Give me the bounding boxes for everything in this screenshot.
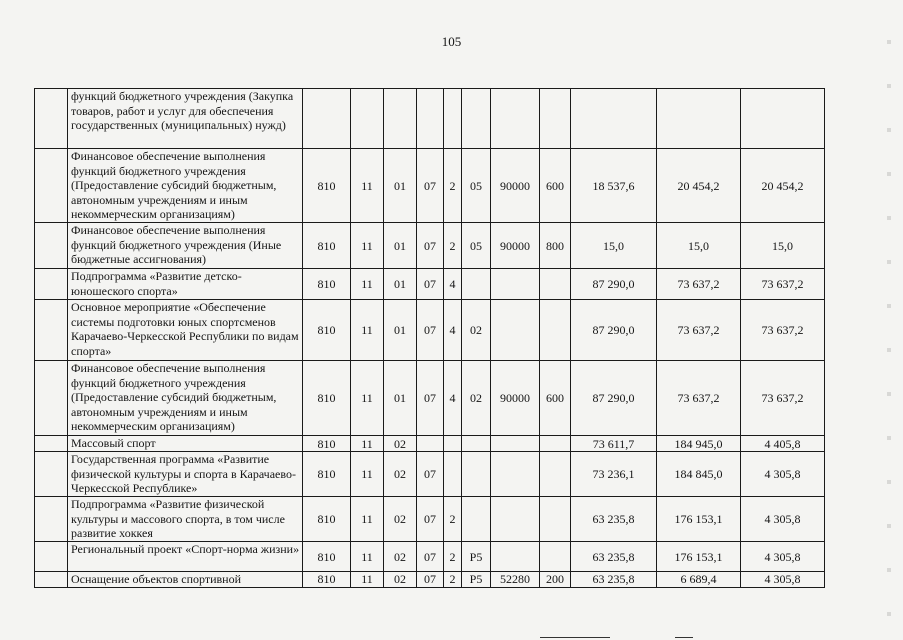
code-cell: 11 (351, 300, 384, 361)
code-cell: 2 (444, 497, 462, 542)
code-cell (491, 542, 540, 572)
scan-artifact-line (540, 637, 610, 638)
blank-cell (35, 223, 68, 269)
code-cell: 02 (462, 300, 491, 361)
table-row (35, 497, 825, 542)
code-cell (444, 436, 462, 452)
code-cell: 810 (303, 223, 351, 269)
code-cell: 02 (384, 436, 417, 452)
row-name: Массовый спорт (68, 436, 303, 452)
code-cell: 11 (351, 149, 384, 223)
code-cell: 07 (417, 300, 444, 361)
code-cell: 11 (351, 269, 384, 300)
code-cell: 810 (303, 572, 351, 588)
code-cell: 02 (462, 361, 491, 436)
code-cell: 11 (351, 452, 384, 497)
code-cell: 810 (303, 542, 351, 572)
value-cell: 87 290,0 (571, 300, 657, 361)
code-cell (417, 89, 444, 149)
code-cell: 90000 (491, 223, 540, 269)
code-cell: 810 (303, 361, 351, 436)
budget-table (34, 88, 825, 588)
code-cell: 01 (384, 300, 417, 361)
code-cell: 11 (351, 542, 384, 572)
row-name: Финансовое обеспечение выполнения функций бюджетного учреждения (Иные бюджетные ассигнования) (68, 223, 303, 269)
blank-cell (35, 361, 68, 436)
blank-cell (35, 89, 68, 149)
code-cell (417, 436, 444, 452)
code-cell (491, 452, 540, 497)
code-cell (444, 89, 462, 149)
blank-cell (35, 300, 68, 361)
code-cell: 810 (303, 497, 351, 542)
code-cell: 2 (444, 149, 462, 223)
code-cell: 02 (384, 452, 417, 497)
value-cell: 73 236,1 (571, 452, 657, 497)
table-row (35, 269, 825, 300)
code-cell (491, 436, 540, 452)
table-row (35, 300, 825, 361)
code-cell: 810 (303, 300, 351, 361)
code-cell: 4 (444, 300, 462, 361)
value-cell: 18 537,6 (571, 149, 657, 223)
table-row (35, 452, 825, 497)
code-cell: 2 (444, 542, 462, 572)
code-cell: 11 (351, 572, 384, 588)
code-cell: 4 (444, 361, 462, 436)
value-cell: 15,0 (571, 223, 657, 269)
code-cell (462, 452, 491, 497)
code-cell: 11 (351, 436, 384, 452)
blank-cell (35, 542, 68, 572)
code-cell: 4 (444, 269, 462, 300)
code-cell: 07 (417, 269, 444, 300)
code-cell: 01 (384, 223, 417, 269)
code-cell: 07 (417, 223, 444, 269)
code-cell (540, 269, 571, 300)
value-cell: 176 153,1 (657, 497, 741, 542)
code-cell: 05 (462, 223, 491, 269)
value-cell: 20 454,2 (741, 149, 825, 223)
value-cell (741, 89, 825, 149)
code-cell (462, 89, 491, 149)
code-cell (491, 89, 540, 149)
value-cell: 73 637,2 (657, 300, 741, 361)
value-cell: 15,0 (741, 223, 825, 269)
scan-edge-marks (887, 0, 891, 640)
value-cell: 73 637,2 (741, 361, 825, 436)
code-cell: 800 (540, 223, 571, 269)
blank-cell (35, 452, 68, 497)
code-cell: 07 (417, 497, 444, 542)
code-cell (540, 497, 571, 542)
code-cell: P5 (462, 542, 491, 572)
code-cell: 810 (303, 452, 351, 497)
code-cell: 07 (417, 361, 444, 436)
row-name: Финансовое обеспечение выполнения функций бюджетного учреждения (Предоставление субсидий бюджетным, автономным учреждениям и иным некоммерческим организациям) (68, 361, 303, 436)
code-cell: 01 (384, 361, 417, 436)
table-row (35, 436, 825, 452)
value-cell: 4 305,8 (741, 452, 825, 497)
code-cell: 11 (351, 361, 384, 436)
code-cell (491, 269, 540, 300)
value-cell: 176 153,1 (657, 542, 741, 572)
code-cell (351, 89, 384, 149)
row-name: Подпрограмма «Развитие детско-юношеского спорта» (68, 269, 303, 300)
code-cell (384, 89, 417, 149)
code-cell (491, 300, 540, 361)
table-row (35, 361, 825, 436)
row-name: Подпрограмма «Развитие физической культуры и массового спорта, в том числе развитие хоккея (68, 497, 303, 542)
value-cell: 15,0 (657, 223, 741, 269)
value-cell: 73 637,2 (657, 269, 741, 300)
code-cell: 810 (303, 436, 351, 452)
code-cell (540, 436, 571, 452)
code-cell: 90000 (491, 361, 540, 436)
value-cell: 87 290,0 (571, 361, 657, 436)
value-cell: 6 689,4 (657, 572, 741, 588)
code-cell (540, 300, 571, 361)
row-name: функций бюджетного учреждения (Закупка товаров, работ и услуг для обеспечения государственных (муниципальных) нужд) (68, 89, 303, 149)
code-cell (540, 452, 571, 497)
row-name: Основное мероприятие «Обеспечение системы подготовки юных спортсменов Карачаево-Черкесской Республики по видам спорта» (68, 300, 303, 361)
code-cell (462, 436, 491, 452)
code-cell: 07 (417, 452, 444, 497)
code-cell: 07 (417, 149, 444, 223)
value-cell: 4 305,8 (741, 572, 825, 588)
code-cell (303, 89, 351, 149)
code-cell: 2 (444, 572, 462, 588)
code-cell: 52280 (491, 572, 540, 588)
table-row (35, 542, 825, 572)
value-cell: 4 305,8 (741, 497, 825, 542)
value-cell: 73 637,2 (741, 269, 825, 300)
page-number: 105 (441, 34, 462, 49)
code-cell: 11 (351, 223, 384, 269)
code-cell: 01 (384, 269, 417, 300)
blank-cell (35, 497, 68, 542)
value-cell: 184 945,0 (657, 436, 741, 452)
code-cell: 02 (384, 572, 417, 588)
value-cell: 20 454,2 (657, 149, 741, 223)
blank-cell (35, 269, 68, 300)
code-cell: 810 (303, 269, 351, 300)
value-cell (571, 89, 657, 149)
blank-cell (35, 436, 68, 452)
row-name: Региональный проект «Спорт-норма жизни» (68, 542, 303, 572)
row-name: Оснащение объектов спортивной (68, 572, 303, 588)
code-cell: 810 (303, 149, 351, 223)
value-cell: 73 637,2 (657, 361, 741, 436)
code-cell: 01 (384, 149, 417, 223)
code-cell (540, 89, 571, 149)
table-row (35, 223, 825, 269)
value-cell: 184 845,0 (657, 452, 741, 497)
table-row (35, 149, 825, 223)
value-cell (657, 89, 741, 149)
code-cell: 90000 (491, 149, 540, 223)
value-cell: 73 637,2 (741, 300, 825, 361)
code-cell: 200 (540, 572, 571, 588)
table-row (35, 89, 825, 149)
code-cell: P5 (462, 572, 491, 588)
row-name: Финансовое обеспечение выполнения функций бюджетного учреждения (Предоставление субсидий бюджетным, автономным учреждениям и иным некоммерческим организациям) (68, 149, 303, 223)
code-cell (462, 497, 491, 542)
blank-cell (35, 149, 68, 223)
blank-cell (35, 572, 68, 588)
code-cell: 11 (351, 497, 384, 542)
code-cell (540, 542, 571, 572)
code-cell: 07 (417, 542, 444, 572)
code-cell: 600 (540, 361, 571, 436)
value-cell: 63 235,8 (571, 572, 657, 588)
code-cell: 02 (384, 497, 417, 542)
scan-artifact-line (675, 637, 693, 638)
code-cell: 600 (540, 149, 571, 223)
code-cell: 2 (444, 223, 462, 269)
value-cell: 4 305,8 (741, 542, 825, 572)
code-cell: 05 (462, 149, 491, 223)
code-cell: 07 (417, 572, 444, 588)
row-name: Государственная программа «Развитие физической культуры и спорта в Карачаево-Черкесской Республике» (68, 452, 303, 497)
code-cell (462, 269, 491, 300)
code-cell: 02 (384, 542, 417, 572)
value-cell: 4 405,8 (741, 436, 825, 452)
value-cell: 63 235,8 (571, 497, 657, 542)
value-cell: 73 611,7 (571, 436, 657, 452)
table-row (35, 572, 825, 588)
value-cell: 87 290,0 (571, 269, 657, 300)
code-cell (444, 452, 462, 497)
value-cell: 63 235,8 (571, 542, 657, 572)
code-cell (491, 497, 540, 542)
